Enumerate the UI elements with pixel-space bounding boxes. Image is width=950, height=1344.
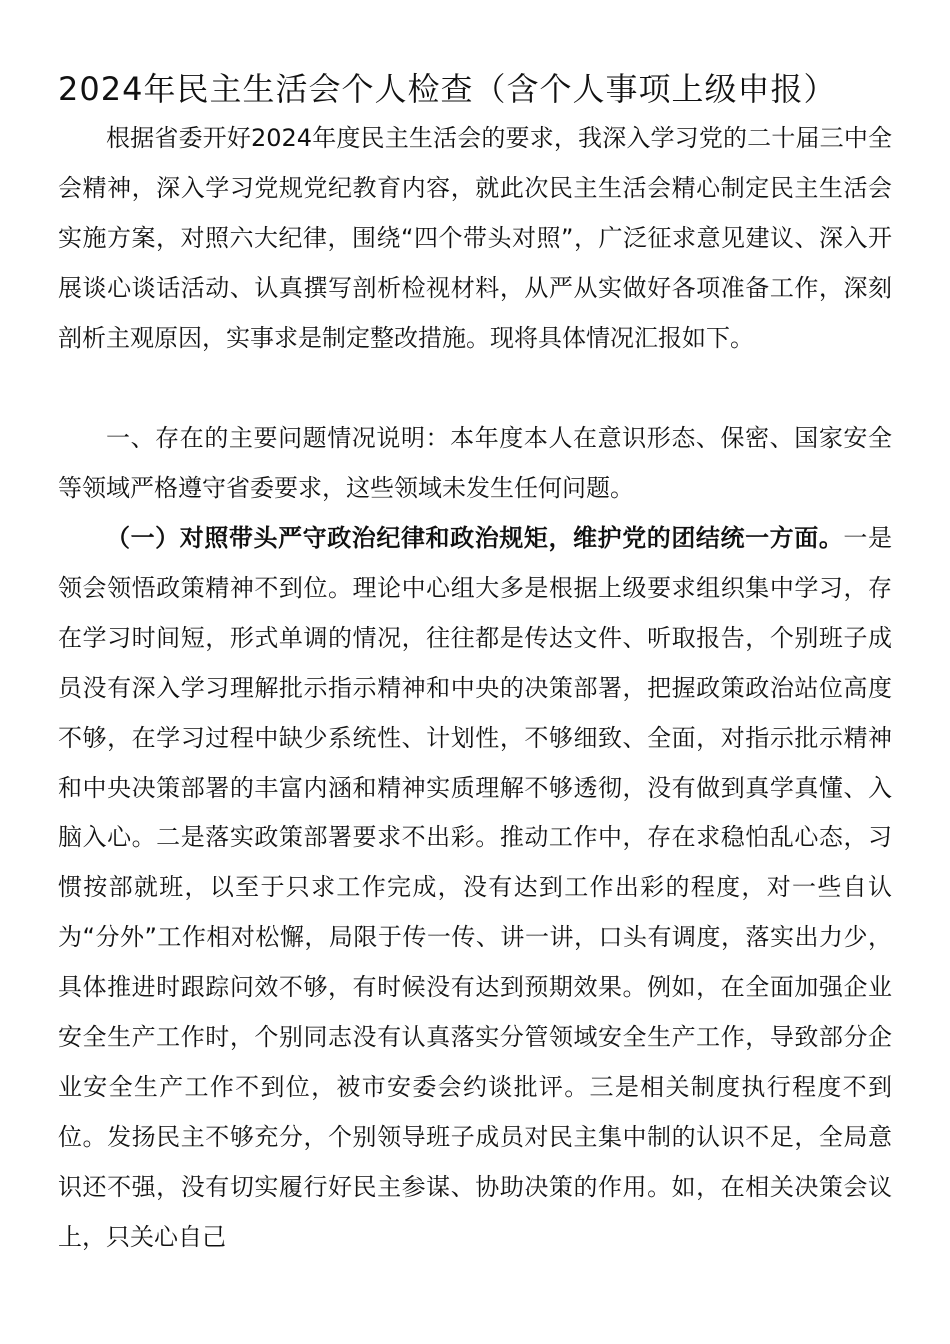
problems-overview-paragraph: 一、存在的主要问题情况说明：本年度本人在意识形态、保密、国家安全等领域严格遵守省委要求，这些领域未发生任何问题。 (58, 424, 892, 502)
section-one-body: 一是领会领悟政策精神不到位。理论中心组大多是根据上级要求组织集中学习，存在学习时间短，形式单调的情况，往往都是传达文件、听取报告，个别班子成员没有深入学习理解批示指示精神和中央的决策部署，把握政策政治站位高度不够，在学习过程中缺少系统性、计划性，不够细致、全面，对指示批示精神和中央决策部署的丰富内涵和精神实质理解不够透彻，没有做到真学真懂、入脑入心。二是落实政策部署要求不出彩。推动工作中，存在求稳怕乱心态，习惯按部就班，以至于只求工作完成，没有达到工作出彩的程度，对一些自认为“分外”工作相对松懈，局限于传一传、讲一讲，口头有调度，落实出力少，具体推进时跟踪问效不够，有时候没有达到预期效果。例如，在全面加强企业安全生产工作时，个别同志没有认真落实分管领域安全生产工作，导致部分企业安全生产工作不到位，被市安委会约谈批评。三是相关制度执行程度不到位。发扬民主不够充分，个别领导班子成员对民主集中制的认识不足，全局意识还不强，没有切实履行好民主参谋、协助决策的作用。如，在相关决策会议上，只关心自己 (58, 524, 893, 1251)
section-one-heading: （一）对照带头严守政治纪律和政治规矩，维护党的团结统一方面。 (106, 524, 844, 552)
intro-paragraph: 根据省委开好2024年度民主生活会的要求，我深入学习党的二十届三中全会精神，深入学习党规党纪教育内容，就此次民主生活会精心制定民主生活会实施方案，对照六大纪律，围绕“四个带头对照”，广泛征求意见建议、深入开展谈心谈话活动、认真撰写剖析检视材料，从严从实做好各项准备工作，深刻剖析主观原因，实事求是制定整改措施。现将具体情况汇报如下。 (58, 124, 892, 352)
section-one-paragraph (58, 514, 892, 1263)
document-title: 2024年民主生活会个人检查（含个人事项上级申报） (58, 70, 837, 108)
